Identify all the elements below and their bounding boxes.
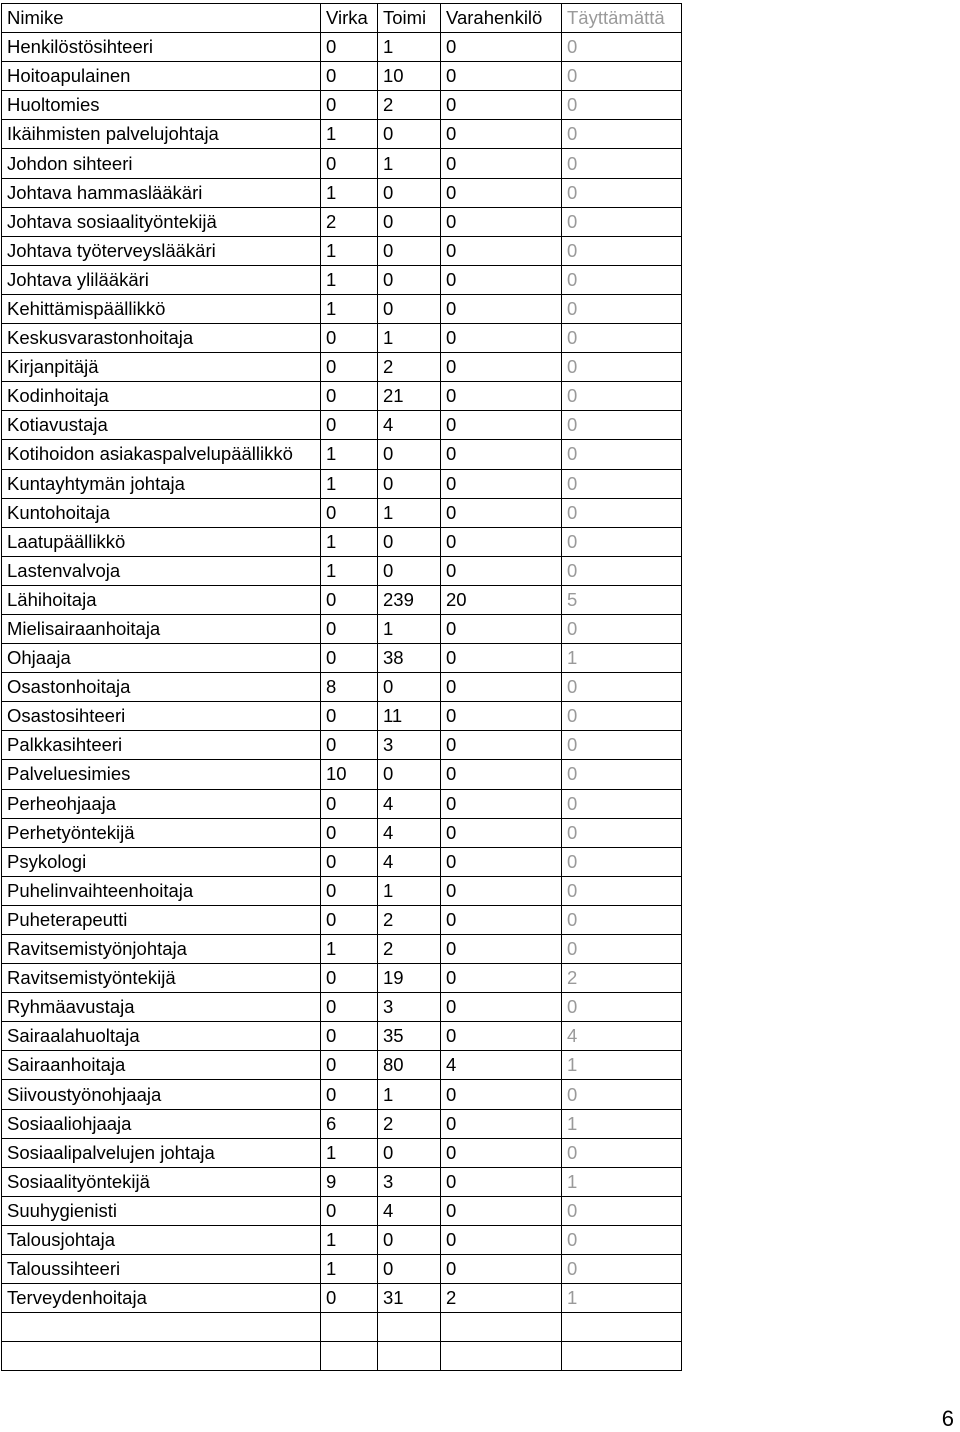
cell-virka: 1	[321, 294, 378, 323]
cell-varahenkilo: 0	[441, 556, 562, 585]
cell-varahenkilo: 0	[441, 33, 562, 62]
table-row	[2, 1225, 682, 1254]
cell-tayttamatta: 0	[562, 294, 682, 323]
cell-nimike: Hoitoapulainen	[2, 62, 321, 91]
cell-virka: 0	[321, 585, 378, 614]
cell-nimike: Talousjohtaja	[2, 1225, 321, 1254]
cell-toimi: 4	[378, 847, 441, 876]
cell-toimi: 0	[378, 527, 441, 556]
cell-tayttamatta: 0	[562, 236, 682, 265]
cell-toimi: 0	[378, 178, 441, 207]
cell-tayttamatta: 0	[562, 1138, 682, 1167]
cell-toimi: 2	[378, 935, 441, 964]
cell-varahenkilo: 2	[441, 1284, 562, 1313]
cell-nimike: Johtava ylilääkäri	[2, 265, 321, 294]
cell-toimi	[378, 1313, 441, 1342]
cell-varahenkilo: 0	[441, 469, 562, 498]
table-row	[2, 294, 682, 323]
cell-toimi: 3	[378, 993, 441, 1022]
cell-nimike: Osastonhoitaja	[2, 673, 321, 702]
cell-varahenkilo	[441, 1313, 562, 1342]
cell-varahenkilo: 0	[441, 236, 562, 265]
table-row	[2, 876, 682, 905]
cell-varahenkilo: 0	[441, 178, 562, 207]
cell-nimike	[2, 1313, 321, 1342]
table-row	[2, 440, 682, 469]
cell-nimike: Terveydenhoitaja	[2, 1284, 321, 1313]
cell-virka: 0	[321, 1284, 378, 1313]
cell-tayttamatta: 0	[562, 673, 682, 702]
table-row	[2, 120, 682, 149]
cell-nimike: Palveluesimies	[2, 760, 321, 789]
cell-tayttamatta: 0	[562, 324, 682, 353]
cell-tayttamatta: 0	[562, 993, 682, 1022]
cell-nimike: Kuntayhtymän johtaja	[2, 469, 321, 498]
cell-varahenkilo: 4	[441, 1051, 562, 1080]
cell-nimike: Kuntohoitaja	[2, 498, 321, 527]
table-row	[2, 1313, 682, 1342]
cell-virka: 1	[321, 440, 378, 469]
cell-toimi: 0	[378, 760, 441, 789]
cell-tayttamatta: 0	[562, 905, 682, 934]
table-row	[2, 1109, 682, 1138]
staff-table	[1, 3, 682, 1371]
cell-virka: 0	[321, 818, 378, 847]
cell-toimi: 1	[378, 33, 441, 62]
cell-varahenkilo: 0	[441, 324, 562, 353]
table-row	[2, 760, 682, 789]
cell-tayttamatta: 0	[562, 760, 682, 789]
cell-tayttamatta: 1	[562, 1167, 682, 1196]
table-row	[2, 935, 682, 964]
cell-nimike: Perheohjaaja	[2, 789, 321, 818]
cell-virka: 0	[321, 876, 378, 905]
cell-nimike: Henkilöstösihteeri	[2, 33, 321, 62]
cell-toimi: 19	[378, 964, 441, 993]
cell-varahenkilo: 0	[441, 382, 562, 411]
cell-nimike: Puhelinvaihteenhoitaja	[2, 876, 321, 905]
cell-nimike: Puheterapeutti	[2, 905, 321, 934]
header-row	[2, 4, 682, 33]
cell-virka: 0	[321, 149, 378, 178]
cell-virka: 0	[321, 847, 378, 876]
cell-toimi: 3	[378, 731, 441, 760]
cell-virka: 9	[321, 1167, 378, 1196]
header-toimi: Toimi	[378, 4, 441, 33]
table-row	[2, 149, 682, 178]
cell-varahenkilo: 0	[441, 440, 562, 469]
table-row	[2, 1022, 682, 1051]
cell-nimike: Huoltomies	[2, 91, 321, 120]
cell-toimi: 0	[378, 294, 441, 323]
cell-varahenkilo: 0	[441, 935, 562, 964]
cell-virka: 1	[321, 120, 378, 149]
cell-virka: 6	[321, 1109, 378, 1138]
cell-virka: 1	[321, 265, 378, 294]
cell-virka: 10	[321, 760, 378, 789]
cell-varahenkilo: 0	[441, 1255, 562, 1284]
cell-nimike: Palkkasihteeri	[2, 731, 321, 760]
cell-varahenkilo: 0	[441, 62, 562, 91]
cell-nimike: Kirjanpitäjä	[2, 353, 321, 382]
cell-tayttamatta: 0	[562, 411, 682, 440]
cell-varahenkilo	[441, 1342, 562, 1371]
table-row	[2, 1167, 682, 1196]
cell-tayttamatta: 0	[562, 469, 682, 498]
cell-nimike: Sosiaalityöntekijä	[2, 1167, 321, 1196]
cell-nimike: Ravitsemistyöntekijä	[2, 964, 321, 993]
cell-tayttamatta: 0	[562, 265, 682, 294]
cell-varahenkilo: 0	[441, 294, 562, 323]
cell-nimike: Ravitsemistyönjohtaja	[2, 935, 321, 964]
cell-varahenkilo: 0	[441, 847, 562, 876]
table-row	[2, 498, 682, 527]
cell-tayttamatta: 2	[562, 964, 682, 993]
cell-toimi: 0	[378, 673, 441, 702]
cell-toimi: 1	[378, 876, 441, 905]
cell-nimike: Psykologi	[2, 847, 321, 876]
cell-virka: 0	[321, 905, 378, 934]
cell-varahenkilo: 0	[441, 1080, 562, 1109]
cell-varahenkilo: 0	[441, 1022, 562, 1051]
table-row	[2, 847, 682, 876]
cell-virka: 0	[321, 91, 378, 120]
cell-tayttamatta: 0	[562, 935, 682, 964]
cell-varahenkilo: 0	[441, 876, 562, 905]
cell-toimi: 3	[378, 1167, 441, 1196]
table-row	[2, 62, 682, 91]
cell-nimike: Ohjaaja	[2, 644, 321, 673]
cell-toimi: 2	[378, 353, 441, 382]
cell-nimike: Sosiaaliohjaaja	[2, 1109, 321, 1138]
cell-virka: 1	[321, 1138, 378, 1167]
cell-toimi: 4	[378, 789, 441, 818]
cell-tayttamatta: 0	[562, 207, 682, 236]
cell-varahenkilo: 0	[441, 265, 562, 294]
cell-virka: 0	[321, 324, 378, 353]
cell-tayttamatta	[562, 1342, 682, 1371]
cell-virka: 0	[321, 789, 378, 818]
cell-toimi: 80	[378, 1051, 441, 1080]
cell-virka: 0	[321, 993, 378, 1022]
cell-toimi: 4	[378, 411, 441, 440]
table-row	[2, 673, 682, 702]
cell-varahenkilo: 0	[441, 789, 562, 818]
cell-toimi: 0	[378, 1225, 441, 1254]
table-row	[2, 993, 682, 1022]
cell-nimike: Lähihoitaja	[2, 585, 321, 614]
cell-toimi: 10	[378, 62, 441, 91]
cell-tayttamatta: 0	[562, 149, 682, 178]
cell-nimike: Johtava sosiaalityöntekijä	[2, 207, 321, 236]
cell-toimi: 0	[378, 440, 441, 469]
cell-virka: 1	[321, 935, 378, 964]
cell-virka: 0	[321, 964, 378, 993]
cell-nimike: Taloussihteeri	[2, 1255, 321, 1284]
cell-tayttamatta: 0	[562, 498, 682, 527]
header-varahenkilo: Varahenkilö	[441, 4, 562, 33]
cell-tayttamatta: 1	[562, 1109, 682, 1138]
cell-virka: 0	[321, 702, 378, 731]
cell-tayttamatta: 5	[562, 585, 682, 614]
cell-virka: 8	[321, 673, 378, 702]
cell-toimi: 0	[378, 469, 441, 498]
cell-nimike: Sosiaalipalvelujen johtaja	[2, 1138, 321, 1167]
cell-virka: 0	[321, 411, 378, 440]
cell-toimi: 0	[378, 265, 441, 294]
cell-virka: 0	[321, 33, 378, 62]
cell-toimi: 0	[378, 120, 441, 149]
table-row	[2, 1196, 682, 1225]
cell-tayttamatta: 0	[562, 33, 682, 62]
cell-nimike: Lastenvalvoja	[2, 556, 321, 585]
cell-varahenkilo: 20	[441, 585, 562, 614]
cell-virka	[321, 1342, 378, 1371]
cell-virka: 1	[321, 469, 378, 498]
cell-nimike: Osastosihteeri	[2, 702, 321, 731]
cell-tayttamatta: 0	[562, 1080, 682, 1109]
cell-virka: 1	[321, 527, 378, 556]
table-row	[2, 731, 682, 760]
cell-tayttamatta: 0	[562, 1255, 682, 1284]
cell-tayttamatta: 0	[562, 1225, 682, 1254]
cell-tayttamatta: 0	[562, 382, 682, 411]
table-row	[2, 1284, 682, 1313]
cell-virka: 0	[321, 731, 378, 760]
table-row	[2, 527, 682, 556]
cell-varahenkilo: 0	[441, 411, 562, 440]
cell-varahenkilo: 0	[441, 905, 562, 934]
cell-tayttamatta: 0	[562, 178, 682, 207]
cell-nimike: Laatupäällikkö	[2, 527, 321, 556]
cell-varahenkilo: 0	[441, 1196, 562, 1225]
table-row	[2, 353, 682, 382]
cell-tayttamatta: 0	[562, 91, 682, 120]
cell-toimi: 0	[378, 236, 441, 265]
table-row	[2, 382, 682, 411]
cell-tayttamatta	[562, 1313, 682, 1342]
cell-nimike: Mielisairaanhoitaja	[2, 614, 321, 643]
table-row	[2, 1255, 682, 1284]
cell-toimi: 1	[378, 614, 441, 643]
cell-nimike: Kotihoidon asiakaspalvelupäällikkö	[2, 440, 321, 469]
cell-varahenkilo: 0	[441, 1138, 562, 1167]
cell-tayttamatta: 0	[562, 62, 682, 91]
cell-toimi: 11	[378, 702, 441, 731]
table-row	[2, 33, 682, 62]
cell-tayttamatta: 0	[562, 702, 682, 731]
cell-varahenkilo: 0	[441, 498, 562, 527]
header-virka: Virka	[321, 4, 378, 33]
table-row	[2, 1342, 682, 1371]
table-header	[2, 4, 682, 33]
cell-tayttamatta: 0	[562, 353, 682, 382]
cell-toimi: 0	[378, 1255, 441, 1284]
cell-tayttamatta: 0	[562, 731, 682, 760]
cell-toimi: 38	[378, 644, 441, 673]
table-row	[2, 1051, 682, 1080]
cell-nimike: Kehittämispäällikkö	[2, 294, 321, 323]
cell-varahenkilo: 0	[441, 207, 562, 236]
table-row	[2, 818, 682, 847]
cell-nimike: Ryhmäavustaja	[2, 993, 321, 1022]
cell-varahenkilo: 0	[441, 149, 562, 178]
cell-toimi: 1	[378, 149, 441, 178]
table-row	[2, 964, 682, 993]
cell-virka: 0	[321, 1022, 378, 1051]
table-row	[2, 614, 682, 643]
cell-tayttamatta: 0	[562, 847, 682, 876]
table-row	[2, 207, 682, 236]
table-row	[2, 1080, 682, 1109]
cell-varahenkilo: 0	[441, 760, 562, 789]
cell-toimi: 4	[378, 1196, 441, 1225]
cell-nimike: Kotiavustaja	[2, 411, 321, 440]
cell-varahenkilo: 0	[441, 120, 562, 149]
cell-nimike: Suuhygienisti	[2, 1196, 321, 1225]
header-nimike: Nimike	[2, 4, 321, 33]
cell-varahenkilo: 0	[441, 614, 562, 643]
cell-nimike: Kodinhoitaja	[2, 382, 321, 411]
cell-toimi: 4	[378, 818, 441, 847]
cell-tayttamatta: 4	[562, 1022, 682, 1051]
cell-varahenkilo: 0	[441, 818, 562, 847]
cell-toimi: 2	[378, 1109, 441, 1138]
cell-virka	[321, 1313, 378, 1342]
table-row	[2, 905, 682, 934]
cell-toimi: 2	[378, 91, 441, 120]
cell-virka: 0	[321, 1080, 378, 1109]
cell-toimi: 31	[378, 1284, 441, 1313]
cell-tayttamatta: 0	[562, 1196, 682, 1225]
cell-virka: 0	[321, 498, 378, 527]
cell-tayttamatta: 0	[562, 818, 682, 847]
cell-toimi: 1	[378, 498, 441, 527]
cell-varahenkilo: 0	[441, 91, 562, 120]
table-row	[2, 1138, 682, 1167]
table-row	[2, 702, 682, 731]
cell-varahenkilo: 0	[441, 1167, 562, 1196]
page-number: 6	[941, 1406, 954, 1431]
cell-nimike: Sairaanhoitaja	[2, 1051, 321, 1080]
cell-toimi: 1	[378, 324, 441, 353]
cell-varahenkilo: 0	[441, 731, 562, 760]
cell-virka: 1	[321, 1225, 378, 1254]
cell-varahenkilo: 0	[441, 702, 562, 731]
cell-nimike: Johtava hammaslääkäri	[2, 178, 321, 207]
cell-virka: 0	[321, 62, 378, 91]
table-row	[2, 91, 682, 120]
cell-tayttamatta: 0	[562, 440, 682, 469]
cell-varahenkilo: 0	[441, 993, 562, 1022]
table-row	[2, 469, 682, 498]
cell-tayttamatta: 0	[562, 876, 682, 905]
cell-tayttamatta: 1	[562, 1284, 682, 1313]
table-row	[2, 411, 682, 440]
cell-varahenkilo: 0	[441, 644, 562, 673]
table-row	[2, 585, 682, 614]
table-row	[2, 236, 682, 265]
cell-virka: 0	[321, 614, 378, 643]
cell-varahenkilo: 0	[441, 1225, 562, 1254]
cell-tayttamatta: 0	[562, 789, 682, 818]
cell-nimike: Siivoustyönohjaaja	[2, 1080, 321, 1109]
cell-virka: 0	[321, 1051, 378, 1080]
cell-virka: 1	[321, 178, 378, 207]
cell-tayttamatta: 0	[562, 527, 682, 556]
cell-tayttamatta: 0	[562, 614, 682, 643]
cell-virka: 0	[321, 1196, 378, 1225]
cell-nimike: Perhetyöntekijä	[2, 818, 321, 847]
cell-toimi: 0	[378, 556, 441, 585]
table-body	[2, 33, 682, 1371]
cell-toimi: 21	[378, 382, 441, 411]
table-row	[2, 556, 682, 585]
cell-virka: 2	[321, 207, 378, 236]
cell-nimike: Johtava työterveyslääkäri	[2, 236, 321, 265]
cell-tayttamatta: 1	[562, 1051, 682, 1080]
cell-nimike: Keskusvarastonhoitaja	[2, 324, 321, 353]
cell-nimike	[2, 1342, 321, 1371]
table-row	[2, 178, 682, 207]
cell-varahenkilo: 0	[441, 1109, 562, 1138]
table-row	[2, 789, 682, 818]
cell-nimike: Sairaalahuoltaja	[2, 1022, 321, 1051]
cell-nimike: Johdon sihteeri	[2, 149, 321, 178]
cell-virka: 1	[321, 1255, 378, 1284]
cell-virka: 0	[321, 382, 378, 411]
cell-varahenkilo: 0	[441, 673, 562, 702]
cell-virka: 0	[321, 353, 378, 382]
cell-varahenkilo: 0	[441, 964, 562, 993]
cell-tayttamatta: 0	[562, 556, 682, 585]
cell-tayttamatta: 0	[562, 120, 682, 149]
cell-toimi: 35	[378, 1022, 441, 1051]
table-row	[2, 265, 682, 294]
cell-toimi: 2	[378, 905, 441, 934]
cell-toimi: 239	[378, 585, 441, 614]
header-tayttamatta: Täyttämättä	[562, 4, 682, 33]
cell-varahenkilo: 0	[441, 353, 562, 382]
table-row	[2, 644, 682, 673]
cell-toimi	[378, 1342, 441, 1371]
cell-varahenkilo: 0	[441, 527, 562, 556]
cell-tayttamatta: 1	[562, 644, 682, 673]
table-row	[2, 324, 682, 353]
cell-nimike: Ikäihmisten palvelujohtaja	[2, 120, 321, 149]
cell-toimi: 0	[378, 207, 441, 236]
cell-virka: 0	[321, 644, 378, 673]
cell-virka: 1	[321, 236, 378, 265]
cell-toimi: 1	[378, 1080, 441, 1109]
cell-toimi: 0	[378, 1138, 441, 1167]
cell-virka: 1	[321, 556, 378, 585]
